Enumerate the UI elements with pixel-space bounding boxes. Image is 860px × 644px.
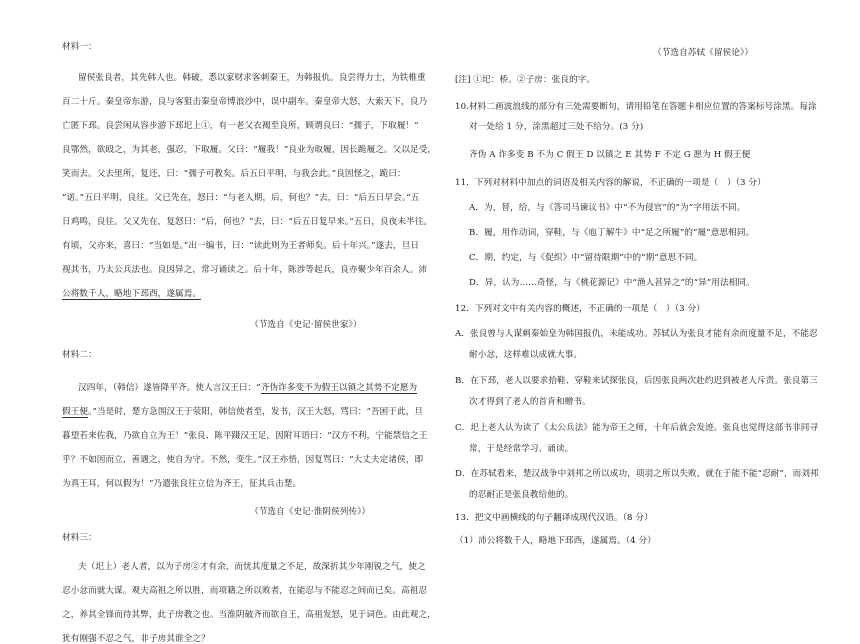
material-2-title: 材料二： [62,350,97,360]
passage-line [62,405,423,417]
passage-line: 百二十斤。秦皇帝东游，良与客狙击秦皇帝博浪沙中，误中副车。秦皇帝大怒，大索天下，良乃 [62,97,428,107]
question-12-option-b: B．在下邳，老人以要求拾鞋、穿鞋来试探张良，后因张良两次赴约迟到被老人斥责。张良第三 [455,376,818,386]
passage-line: “诺。”五日平明，良往。父已先在，怒曰：“与老人期，后，何也？”去，曰：“后五日早会。”五 [62,193,420,203]
passage-line: 有顷，父亦来，喜曰：“当如是。”出一编书，曰：“读此则为王者师矣。后十年兴。”遂去，旦日 [62,241,420,251]
passage-text: 汉四年，（韩信）遂皆降平齐。使人言汉王曰：“ [78,383,261,393]
passage-line: 笑而去。父去里所，复还，曰：“孺子可教矣。后五日平明，与我会此。”良因怪之，跪曰： [62,169,406,179]
question-10-prompt-cont: 对一处给 1 分，涂黑超过三处不给分。(3 分) [469,122,644,132]
wavy-underlined-text: 齐伪诈多变不为假王以镇之其势不定愿为 [260,383,418,393]
question-12-option-d: D．在苏轼看来，楚汉战争中刘邦之所以成功，项羽之所以失败，就在于能不能“忍耐”，而刘邦 [455,469,819,479]
passage-line: 忍小忿而就大谋。观夫高祖之所以胜，而项籍之所以败者，在能忍与不能忍之间而已矣。高祖忍 [62,586,428,596]
underlined-sentence: 公将数千人，略地下邳西，遂属焉。 [62,289,202,299]
passage-line-underlined [62,287,201,299]
passage-line: 亡匿下邳。良尝闲从容步游下邳圯上①，有一老父衣褐至良所，顾谓良曰：“孺子，下取履！” [62,121,419,131]
passage-text: 。”当是时，楚方急围汉王于荥阳，韩信使者至，发书，汉王大怒，骂曰：“吾困于此，旦 [88,407,424,417]
question-13-item-1: （1）沛公将数千人，略地下邳西，遂属焉。（4 分） [455,536,656,546]
annotation-note: [注] ①圯：桥。②子房：张良的字。 [455,75,596,85]
passage-line: 犹有刚强不忍之气，非子房其谁全之？ [62,634,210,644]
passage-line: 日鸡鸣，良往。父又先在，复怒曰：“后，何也？”去，曰：“后五日复早来。”五日，良夜未半往。 [62,217,433,227]
question-12-option-a-cont: 耐小忿，这样难以成就大事。 [469,350,583,360]
passage-line: 留侯张良者，其先韩人也。韩破，悉以家财求客刺秦王，为韩报仇。良尝得力士，为铁椎重 [78,73,426,83]
question-12-option-a: A．张良曾与人谋刺秦始皇为韩国报仇，未能成功。苏轼认为张良才能有余而度量不足，不能忍 [455,329,818,339]
question-10-sentence: 齐伪 A 诈多变 B 不为 C 假王 D 以镇之 E 其势 F 不定 G 愿为 H 假王便 [469,150,751,160]
question-12-prompt: 12．下列对文中有关内容的概述，不正确的一项是（ ）（3 分） [455,304,705,314]
question-11-option-b: B．履，用作动词，穿鞋，与《庖丁解牛》中“足之所履”的“履”意思相同。 [469,228,755,238]
question-11-prompt: 11．下列对材料中加点的词语及相关内容的解说，不正确的一项是（ ）（3 分） [455,178,766,188]
passage-line [78,381,417,393]
passage-line: 为真王耳，何以假为！”乃遣张良往立信为齐王，征其兵击楚。 [62,479,302,489]
material-2-source: （节选自《史记·淮阴侯列传》） [250,507,371,517]
wavy-underlined-text: 假王便 [62,407,89,417]
material-1-title: 材料一： [62,42,97,52]
passage-line: 乎？不如因而立，善遇之，使自为守。不然，变生。”汉王亦悟，因复骂曰：“大丈夫定诸侯，即 [62,455,424,465]
question-12-option-c-cont: 常，于是经常学习、诵读。 [469,444,574,454]
passage-line: 夫（圯上）老人者，以为子房②才有余，而忧其度量之不足，故深折其少年刚锐之气，使之 [78,562,426,572]
question-11-option-c: C．期，约定，与《促织》中“留待限期”中的“期”意思不同。 [469,253,703,263]
question-12-option-b-cont: 次才得到了老人的首肯和赠书。 [469,397,591,407]
question-13-prompt: 13．把文中画横线的句子翻译成现代汉语。（8 分） [455,513,653,523]
material-3-source: （节选自苏轼《留侯论》） [653,48,754,58]
passage-line: 之，养其全锋而待其弊，此子房教之也。当淮阴破齐而欲自王，高祖发怒，见于词色。由此观之， [62,610,436,620]
passage-line: 视其书，乃太公兵法也。良因异之，常习诵读之。后十年，陈涉等起兵，良亦聚少年百余人。沛 [62,265,428,275]
passage-line: 良鄂然，欲殴之，为其老，强忍，下取履。父曰：“履我！”良业为取履，因长跪履之。父以足受， [62,145,437,155]
question-12-option-c: C．圯上老人认为读了《太公兵法》能为帝王之师，十年后就会发迹。张良也觉得这部书非同寻 [455,423,819,433]
material-3-title: 材料三： [62,533,97,543]
question-10-prompt: 10.材料二画波浪线的部分有三处需要断句，请用铅笔在答题卡相应位置的答案标号涂黑。每涂 [455,102,817,112]
question-11-option-d: D．异，认为……奇怪，与《桃花源记》中“渔人甚异之”的“异”用法相同。 [469,278,755,288]
passage-line: 暮望若来佐我，乃欲自立为王！”张良、陈平蹑汉王足，因附耳语曰：“汉方不利，宁能禁信之王 [62,431,428,441]
material-1-source: （节选自《史记·留侯世家》） [250,320,362,330]
question-12-option-d-cont: 的忍耐正是张良教给他的。 [469,490,574,500]
question-11-option-a: A．为，替，给，与《答司马谏议书》中“不为侵官”的“为”字用法不同。 [469,203,746,213]
